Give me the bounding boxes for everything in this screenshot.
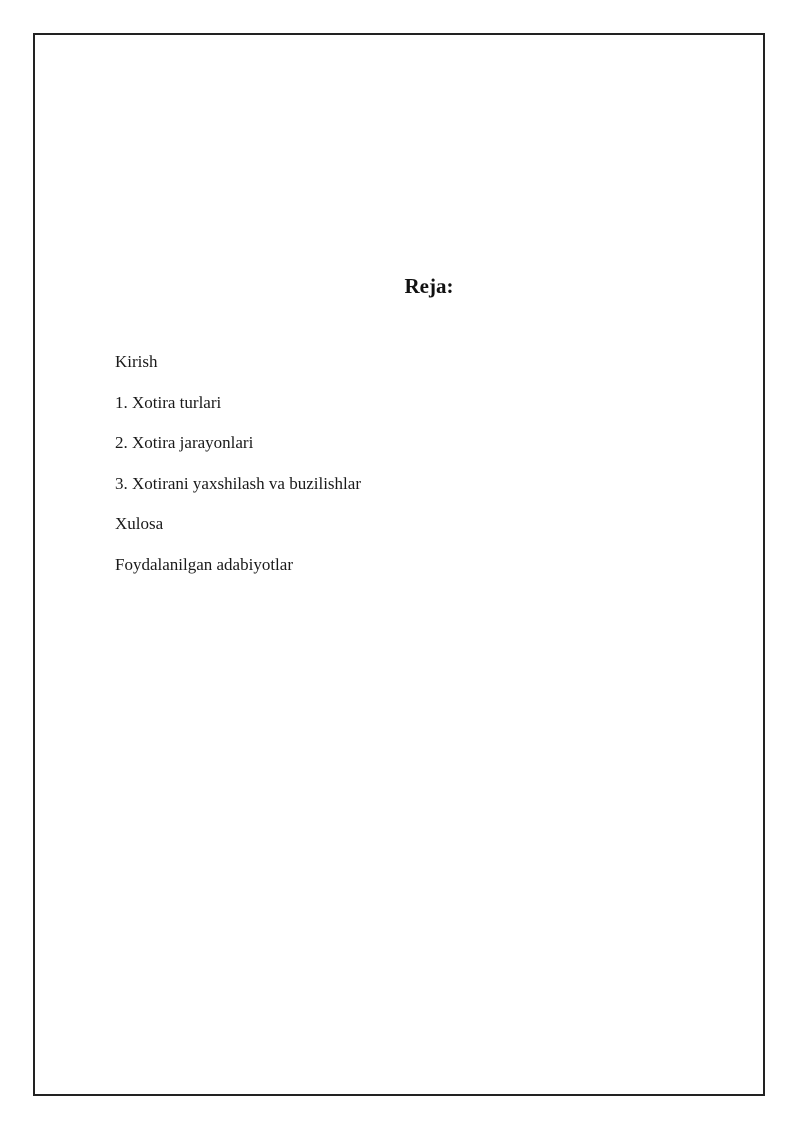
plan-title: Reja:	[404, 274, 454, 298]
toc-item-memory-processes: 2. Xotira jarayonlari	[115, 433, 254, 453]
toc-item-references: Foydalanilgan adabiyotlar	[115, 554, 293, 574]
toc-item-memory-improvement: 3. Xotirani yaxshilash va buzilishlar	[115, 473, 361, 493]
toc-item-memory-types: 1. Xotira turlari	[115, 392, 222, 412]
toc-item-conclusion: Xulosa	[115, 514, 164, 534]
toc-item-introduction: Kirish	[115, 352, 158, 371]
table-of-contents	[115, 350, 361, 594]
